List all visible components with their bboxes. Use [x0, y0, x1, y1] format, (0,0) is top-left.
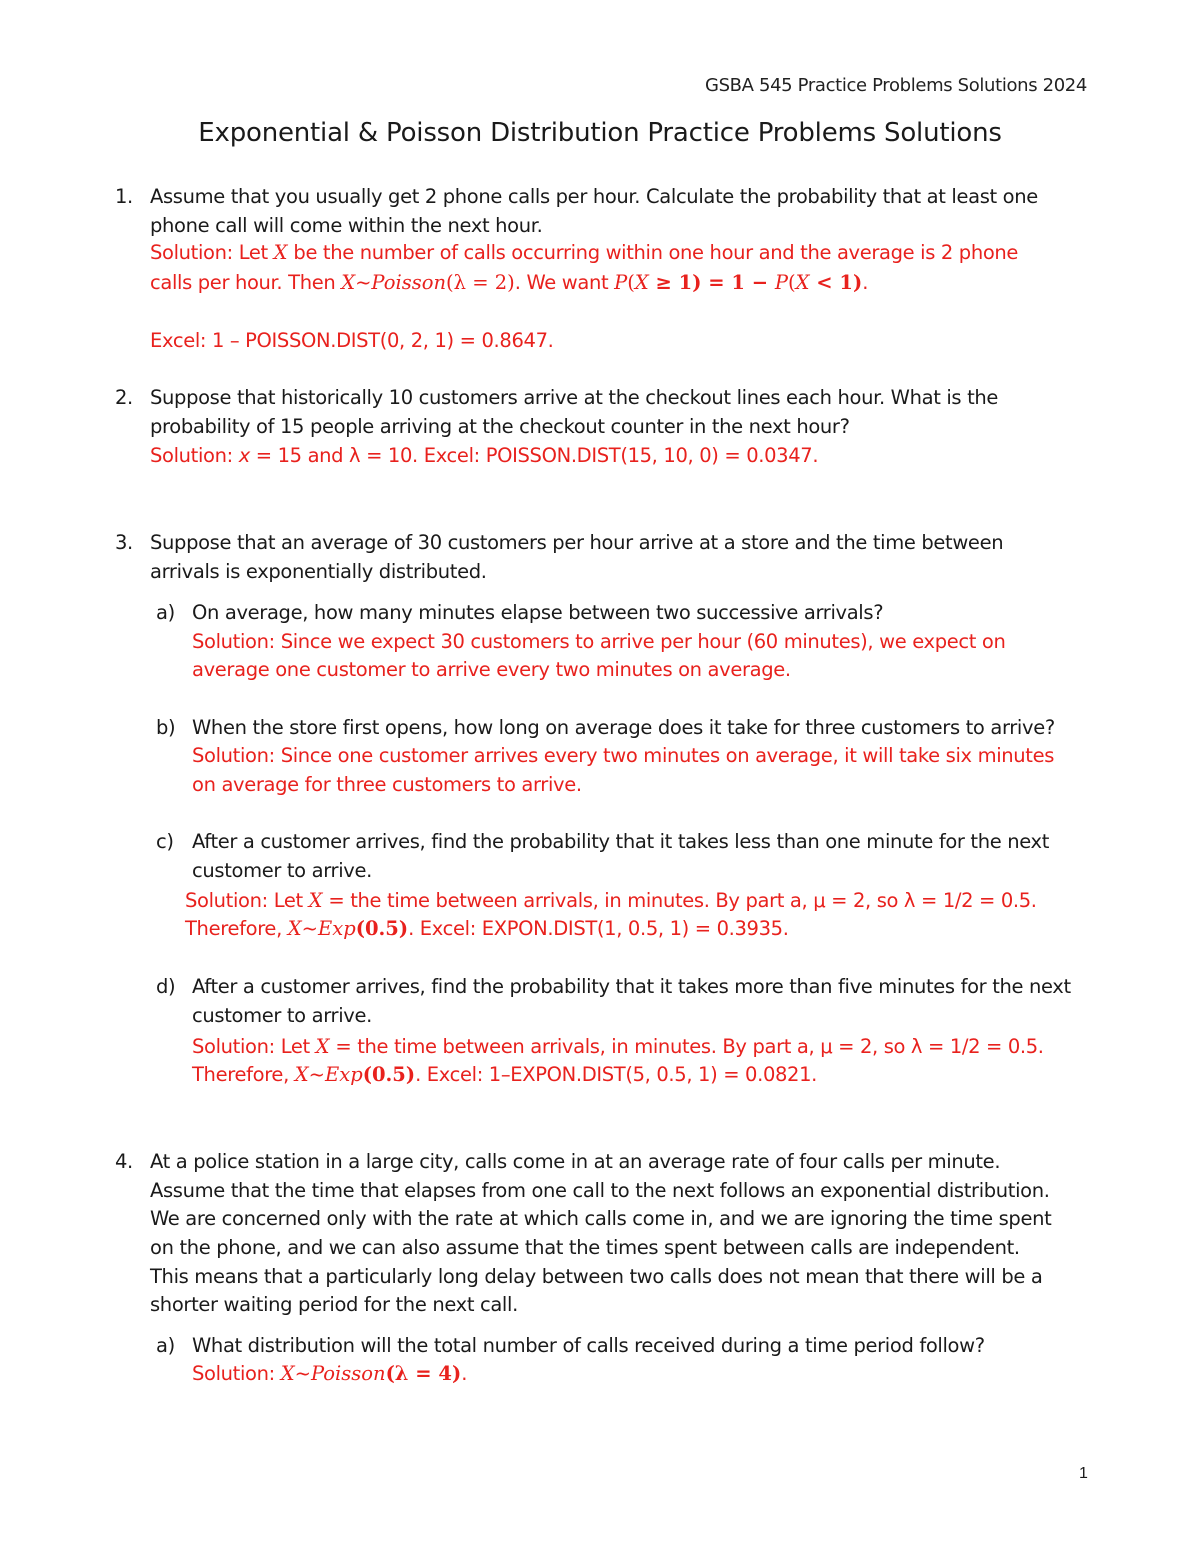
q1-text-line1: Assume that you usually get 2 phone calls per hour. Calculate the probability that at least one — [150, 185, 1038, 208]
q3a-solution-line2: average one customer to arrive every two minutes on average. — [192, 658, 791, 681]
q3c-solution-rest: = the time between arrivals, in minutes. By part a, μ = 2, so λ = 1/2 = 0.5. — [322, 889, 1037, 912]
q4a-solution-end: . — [461, 1362, 468, 1385]
q3d-solution-rest: = the time between arrivals, in minutes. By part a, μ = 2, so λ = 1/2 = 0.5. — [329, 1035, 1044, 1058]
q4-text-line: This means that a particularly long delay between two calls does not mean that there will be a — [150, 1265, 1043, 1288]
q3b-label: b) — [156, 716, 176, 739]
q2-solution-x: x — [238, 444, 250, 467]
q3d-solution-excel: . Excel: 1–EXPON.DIST(5, 0.5, 1) = 0.0821. — [415, 1063, 818, 1086]
q1-math-paren1: ( — [627, 271, 635, 294]
q1-math-x2: X — [795, 271, 810, 294]
q4a-question: What distribution will the total number of calls received during a time period follow? — [192, 1334, 985, 1357]
q3c-math-rate: (0.5) — [355, 917, 409, 940]
q1-solution-prefix: Solution: Let — [150, 241, 274, 264]
q1-math-lt: < 1) — [809, 271, 863, 294]
q2-text-line2: probability of 15 people arriving at the checkout counter in the next hour? — [150, 415, 850, 438]
q2-solution-rest: = 15 and λ = 10. Excel: POISSON.DIST(15, 10, 0) = 0.0347. — [249, 444, 819, 467]
q4-text-line: shorter waiting period for the next call. — [150, 1293, 518, 1316]
q3a-question: On average, how many minutes elapse between two successive arrivals? — [192, 601, 884, 624]
q3a-label: a) — [156, 601, 175, 624]
q3b-solution-line2: on average for three customers to arrive. — [192, 773, 582, 796]
q4a-label: a) — [156, 1334, 175, 1357]
q3a-solution-line1: Solution: Since we expect 30 customers to arrive per hour (60 minutes), we expect on — [192, 630, 1006, 653]
q3c-question-line1: After a customer arrives, find the probability that it takes less than one minute for the next — [192, 830, 1050, 853]
q3c-question-line2: customer to arrive. — [192, 859, 372, 882]
page-title: Exponential & Poisson Distribution Practice Problems Solutions — [198, 118, 1002, 148]
q1-solution-prefix2: calls per hour. Then — [150, 271, 342, 294]
q3d-solution-line2 — [192, 1060, 817, 1089]
page-number: 1 — [1079, 1465, 1088, 1482]
q3c-math-exp: X~Exp — [287, 917, 356, 940]
q1-math-lambda: (λ = 2) — [446, 271, 515, 294]
q3c-solution-prefix2: Therefore, — [185, 917, 288, 940]
q3d-solution-var: X — [315, 1035, 330, 1058]
q3c-solution-line2 — [185, 914, 789, 943]
q3d-question-line2: customer to arrive. — [192, 1004, 372, 1027]
q3b-solution-line1: Solution: Since one customer arrives every two minutes on average, it will take six minutes — [192, 744, 1055, 767]
q1-solution-end: . — [862, 271, 869, 294]
q2-solution — [150, 441, 818, 470]
q3-number: 3. — [115, 531, 133, 554]
q3d-solution-prefix: Solution: Let — [192, 1035, 316, 1058]
q1-solution-line2 — [150, 268, 868, 297]
q3-text-line2: arrivals is exponentially distributed. — [150, 560, 487, 583]
q3d-solution-line1 — [192, 1032, 1044, 1061]
q3d-question-line1: After a customer arrives, find the probability that it takes more than five minutes for the next — [192, 975, 1071, 998]
q1-math-poisson: X~Poisson — [341, 271, 447, 294]
q3d-math-rate: (0.5) — [362, 1063, 416, 1086]
q4-text-line: We are concerned only with the rate at which calls come in, and we are ignoring the time spent — [150, 1207, 1052, 1230]
q3c-solution-var: X — [308, 889, 323, 912]
q3d-label: d) — [156, 975, 176, 998]
q3c-solution-excel: . Excel: EXPON.DIST(1, 0.5, 1) = 0.3935. — [408, 917, 789, 940]
q2-number: 2. — [115, 386, 133, 409]
q4a-solution — [192, 1359, 467, 1388]
q1-math-p1: P — [614, 271, 628, 294]
q1-number: 1. — [115, 185, 133, 208]
q3c-label: c) — [156, 830, 174, 853]
q1-math-paren2: ( — [787, 271, 796, 294]
q4-text-line: At a police station in a large city, calls come in at an average rate of four calls per minute. — [150, 1150, 1001, 1173]
q2-solution-prefix: Solution: — [150, 444, 239, 467]
q3d-solution-prefix2: Therefore, — [192, 1063, 295, 1086]
q1-math-geq: ≥ 1) = 1 − — [648, 271, 775, 294]
q1-solution-var: X — [273, 241, 288, 264]
q3-text-line1: Suppose that an average of 30 customers per hour arrive at a store and the time between — [150, 531, 1004, 554]
q1-solution-mid: . We want — [514, 271, 615, 294]
q2-text-line1: Suppose that historically 10 customers arrive at the checkout lines each hour. What is the — [150, 386, 999, 409]
q4a-math-lambda: (λ = 4) — [385, 1362, 462, 1385]
q1-excel: Excel: 1 – POISSON.DIST(0, 2, 1) = 0.8647. — [150, 329, 554, 352]
q1-math-p2: P — [774, 271, 788, 294]
q3c-solution-prefix: Solution: Let — [185, 889, 309, 912]
q4-number: 4. — [115, 1150, 133, 1173]
q4-text-line: on the phone, and we can also assume that the times spent between calls are independent. — [150, 1236, 1020, 1259]
q4a-solution-prefix: Solution: — [192, 1362, 281, 1385]
q4a-math-poisson: X~Poisson — [280, 1362, 386, 1385]
q1-solution-rest: be the number of calls occurring within one hour and the average is 2 phone — [287, 241, 1019, 264]
q3b-question: When the store first opens, how long on average does it take for three customers to arrive? — [192, 716, 1055, 739]
q1-math-x1: X — [634, 271, 649, 294]
q3d-math-exp: X~Exp — [294, 1063, 363, 1086]
q1-text-line2: phone call will come within the next hour. — [150, 214, 543, 237]
running-header: GSBA 545 Practice Problems Solutions 2024 — [704, 75, 1087, 96]
q1-solution-line1 — [150, 238, 1018, 267]
q4-text-line: Assume that the time that elapses from one call to the next follows an exponential distribution. — [150, 1179, 1050, 1202]
q3c-solution-line1 — [185, 886, 1037, 915]
